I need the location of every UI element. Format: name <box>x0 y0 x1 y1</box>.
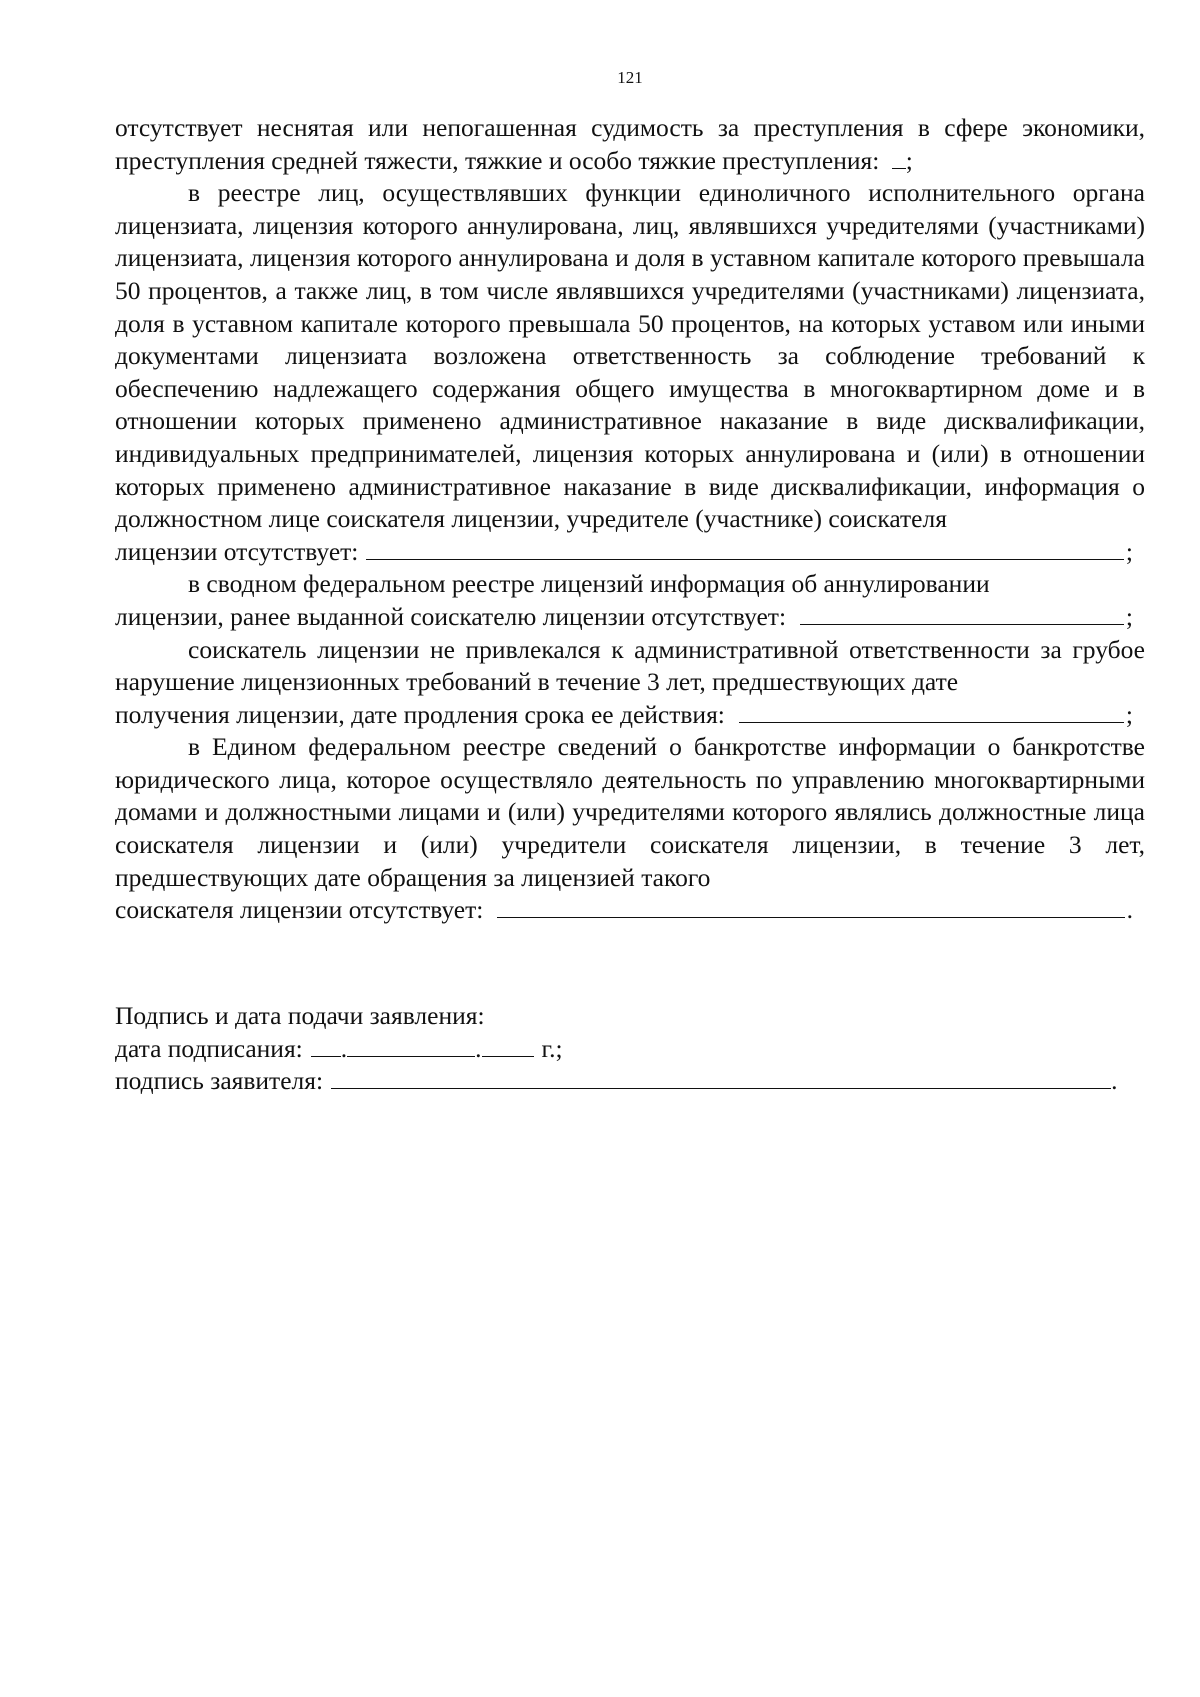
signing-date-line: дата подписания: . . г.; <box>115 1033 1145 1066</box>
fill-line-administrative-liability: получения лицензии, дате продления срока ее действия: ; <box>115 699 1145 732</box>
answer-blank-license-registry[interactable] <box>800 623 1124 625</box>
answer-blank-registry-persons[interactable] <box>366 558 1124 560</box>
paragraph-bankruptcy-registry <box>115 731 1145 894</box>
paragraph-text: в Едином федеральном реестре сведений о банкротстве информации о банкротстве юридического лица, которое осуществляло деятельность по управлению многоквартирными домами и должностными лицами и (или) учредителями которого являлись должностные лица соискателя лицензии и (или) учредители соискателя лицензии, в течение 3 лет, предшествующих дате обращения за лицензией такого <box>115 732 1145 892</box>
document-body <box>115 112 1145 927</box>
page-number: 121 <box>617 68 643 87</box>
applicant-signature-label: подпись заявителя: <box>115 1066 324 1096</box>
answer-blank-bankruptcy-registry[interactable] <box>497 916 1124 918</box>
signing-date-label: дата подписания: <box>115 1033 303 1063</box>
paragraph-text: соискатель лицензии не привлекался к административной ответственности за грубое нарушение лицензионных требований в течение 3 лет, предшествующих дате <box>115 634 1145 697</box>
date-day-blank[interactable] <box>311 1055 341 1057</box>
paragraph-text: в реестре лиц, осуществлявших функции единоличного исполнительного органа лицензиата, лицензия которого аннулирована, лиц, являвшихся учредителями (участниками) лицензиата, лицензия которого аннулирована и доля в уставном капитале которого превышала 50 процентов, а также лиц, в том числе являвшихся учредителями (участниками) лицензиата, доля в уставном капитале которого превышала 50 процентов, на которых уставом или иными документами лицензиата возложена ответственность за соблюдение требований к обеспечению надлежащего содержания общего имущества в многоквартирном доме и в отношении которых применено административное наказание в виде дисквалификации, индивидуальных предпринимателей, лицензия которых аннулирована и (или) в отношении которых применено административное наказание в виде дисквалификации, информация о должностном лице соискателя лицензии, учредителе (участнике) соискателя <box>115 178 1145 534</box>
paragraph-text: в сводном федеральном реестре лицензий информация об аннулировании <box>188 569 990 599</box>
paragraph-criminal-record: отсутствует неснятая или непогашенная судимость за преступления в сфере экономики, преступления средней тяжести, тяжкие и особо тяжкие преступления: ; <box>115 113 1145 175</box>
date-year-blank[interactable] <box>482 1055 534 1057</box>
fill-line-label: соискателя лицензии отсутствует: <box>115 895 484 925</box>
date-month-blank[interactable] <box>347 1055 475 1057</box>
fill-line-license-registry: лицензии, ранее выданной соискателю лицензии отсутствует: ; <box>115 601 1145 634</box>
answer-blank-criminal-record[interactable] <box>892 167 906 169</box>
fill-line-registry-persons: лицензии отсутствует: ; <box>115 536 1145 569</box>
signature-heading: Подпись и дата подачи заявления: <box>115 1001 485 1030</box>
fill-line-bankruptcy-registry: соискателя лицензии отсутствует: . <box>115 894 1145 927</box>
fill-line-label: получения лицензии, дате продления срока ее действия: <box>115 699 725 729</box>
paragraph-registry-persons <box>115 177 1145 536</box>
answer-blank-administrative-liability[interactable] <box>739 721 1124 723</box>
paragraph-administrative-liability <box>115 634 1145 699</box>
paragraph-license-registry <box>115 568 1145 601</box>
year-suffix: г.; <box>541 1033 563 1063</box>
paragraph-text: отсутствует неснятая или непогашенная судимость за преступления в сфере экономики, преступления средней тяжести, тяжкие и особо тяжкие преступления: <box>115 113 1145 175</box>
applicant-signature-line: подпись заявителя: . <box>115 1065 1145 1098</box>
fill-line-label: лицензии отсутствует: <box>115 536 359 566</box>
fill-line-label: лицензии, ранее выданной соискателю лицензии отсутствует: <box>115 601 787 631</box>
signature-section <box>115 1000 1145 1098</box>
applicant-signature-blank[interactable] <box>331 1087 1111 1089</box>
